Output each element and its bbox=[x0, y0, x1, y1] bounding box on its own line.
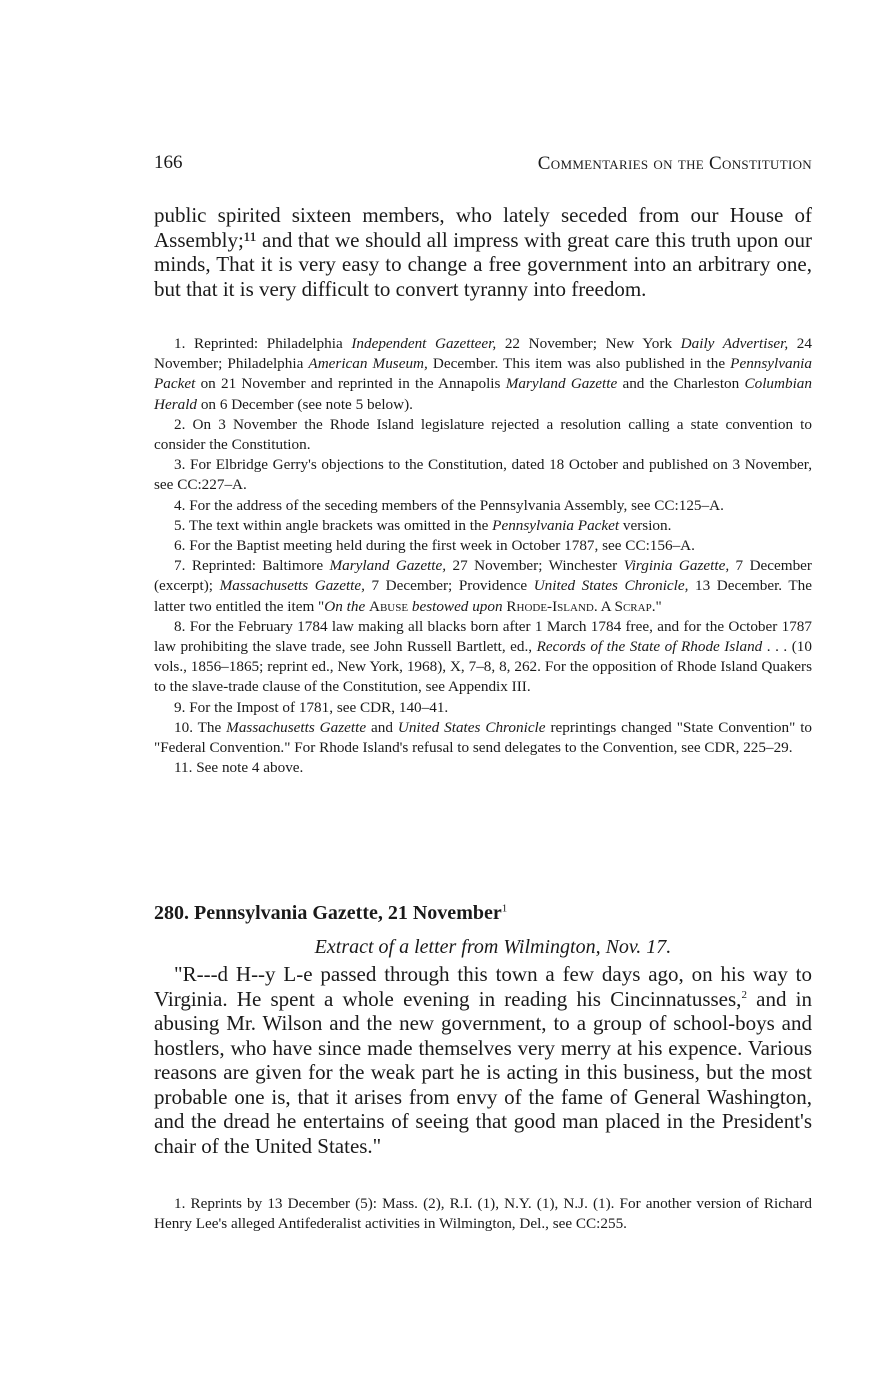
endnote-text: December. This item was also published in the bbox=[427, 355, 731, 373]
endnote-text: 11. See note 4 above. bbox=[174, 759, 304, 777]
continued-paragraph: public spirited sixteen members, who lately seceded from our House of Assembly;¹¹ and that we should all impress with great care this truth upon our minds, That it is very easy to change a free government into an arbitrary one, but that it is very difficult to convert tyranny into freedom. bbox=[154, 203, 812, 301]
endnote-text: and the Charleston bbox=[617, 375, 745, 393]
endnote-text: Abuse bbox=[368, 597, 409, 615]
endnote-text: 4. For the address of the seceding members of the Pennsylvania Assembly, see CC:125–A. bbox=[174, 496, 724, 514]
endnote-text: and bbox=[366, 718, 398, 736]
endnote-text: Daily Advertiser, bbox=[680, 335, 789, 352]
endnote-item bbox=[154, 415, 812, 455]
endnote-item bbox=[154, 556, 812, 617]
endnote-text: 5. The text within angle brackets was omitted in the bbox=[174, 516, 493, 534]
endnote-text: Virginia Gazette, bbox=[623, 557, 730, 575]
endnote-item bbox=[154, 334, 812, 415]
endnote-item bbox=[154, 758, 812, 778]
endnote-text: American Museum, bbox=[308, 355, 428, 373]
endnote-text: Independent Gazetteer, bbox=[351, 335, 497, 352]
heading-note-ref: 1 bbox=[501, 902, 508, 915]
endnote-text: 27 November; Winchester bbox=[446, 557, 624, 575]
endnote-text: Columbian Herald bbox=[154, 375, 812, 413]
endnote-text: 7 December (excerpt); bbox=[154, 557, 812, 595]
section-footnote: 1. Reprints by 13 December (5): Mass. (2), R.I. (1), N.Y. (1), N.J. (1). For another version of Richard Henry Lee's alleged Antifederalist activities in Wilmington, Del., see CC:255. bbox=[154, 1195, 812, 1232]
letter-dateline: Extract of a letter from Wilmington, Nov. 17. bbox=[314, 936, 672, 958]
endnote-text: " bbox=[655, 597, 662, 615]
running-header bbox=[154, 152, 812, 180]
endnote-text: Records of the State of Rhode Island bbox=[536, 638, 763, 656]
endnote-item bbox=[154, 718, 812, 758]
endnote-item bbox=[154, 496, 812, 516]
endnote-text: Pennsylvania Packet bbox=[154, 355, 812, 393]
endnote-text: 10. The bbox=[174, 718, 227, 736]
endnote-text: on 21 November and reprinted in the Annapolis bbox=[195, 375, 506, 393]
endnote-text: Massachusetts Gazette bbox=[226, 718, 367, 736]
endnotes-list bbox=[154, 334, 812, 778]
endnote-text: 7 December; Providence bbox=[364, 577, 534, 595]
letter-note-ref: 2 bbox=[741, 988, 747, 1001]
endnote-text: reprintings changed "State Convention" to "Federal Convention." For Rhode Island's refusal to send delegates to the Convention, see CDR, 225–29. bbox=[154, 718, 813, 757]
endnote-text: 13 December. The latter two entitled the item " bbox=[154, 577, 813, 615]
endnote-text: 1. Reprinted: Philadelphia bbox=[174, 335, 352, 352]
section-heading bbox=[154, 902, 812, 925]
section-heading-text: 280. Pennsylvania Gazette, 21 November bbox=[154, 902, 502, 924]
endnote-text: 2. On 3 November the Rhode Island legislature rejected a resolution calling a state convention to consider the Constitution. bbox=[154, 415, 812, 454]
endnote-text: 3. For Elbridge Gerry's objections to the Constitution, dated 18 October and published on 3 November, see CC:227–A. bbox=[154, 456, 812, 494]
endnote-text: Maryland Gazette, bbox=[329, 557, 447, 575]
endnote-item bbox=[154, 455, 812, 495]
endnote-item bbox=[154, 516, 812, 536]
running-title: Commentaries on the Constitution bbox=[537, 153, 812, 174]
endnote-text: United States Chronicle, bbox=[533, 577, 689, 595]
endnote-text: United States Chronicle bbox=[397, 718, 546, 736]
endnote-item bbox=[154, 536, 812, 556]
endnote-text: on 6 December (see note 5 below). bbox=[197, 395, 413, 413]
letter-text-part2: and in abusing Mr. Wilson and the new government, to a group of school-boys and hostlers, who have since made themselves very merry at his expence. Various reasons are given for the weak part he is acting in this business, but the most probable one is, that it arises from envy of the fame of General Washington, and the dread he entertains of seeing that good man placed in the President's chair of the United States." bbox=[154, 986, 813, 1158]
endnote-text: Maryland Gazette bbox=[505, 375, 618, 393]
endnote-text: 24 November; Philadelphia bbox=[154, 335, 812, 373]
endnote-item bbox=[154, 698, 812, 718]
endnote-item bbox=[154, 617, 812, 698]
letter-paragraph bbox=[154, 962, 812, 1158]
endnote-text: Pennsylvania Packet bbox=[492, 516, 620, 534]
endnote-text: 6. For the Baptist meeting held during the first week in October 1787, see CC:156–A. bbox=[174, 537, 695, 555]
endnote-text: Rhode-Island. A Scrap. bbox=[506, 597, 656, 615]
page-number: 166 bbox=[154, 152, 183, 173]
endnote-text: 7. Reprinted: Baltimore bbox=[174, 557, 330, 575]
endnote-text: 8. For the February 1784 law making all blacks born after 1 March 1784 free, and for the October 1787 law prohibiting the slave trade, see John Russell Bartlett, ed., bbox=[154, 617, 812, 656]
endnote-text: 9. For the Impost of 1781, see CDR, 140–41. bbox=[174, 698, 449, 716]
endnote-text: . . . (10 vols., 1856–1865; reprint ed., New York, 1968), X, 7–8, 8, 262. For the opposition of Rhode Island Quakers to the slave-trade clause of the Constitution, see Appendix III. bbox=[154, 638, 812, 696]
letter-text-part1: "R---d H--y L-e passed through this town a few days ago, on his way to Virginia. He spent a whole evening in reading his Cincinnatusses, bbox=[154, 962, 812, 1011]
endnote-text: 22 November; New York bbox=[496, 335, 681, 352]
endnote-text: version. bbox=[619, 516, 672, 534]
endnote-text: On the bbox=[324, 597, 369, 615]
endnote-text: bestowed upon bbox=[408, 597, 507, 615]
endnote-text: Massachusetts Gazette, bbox=[219, 577, 365, 595]
